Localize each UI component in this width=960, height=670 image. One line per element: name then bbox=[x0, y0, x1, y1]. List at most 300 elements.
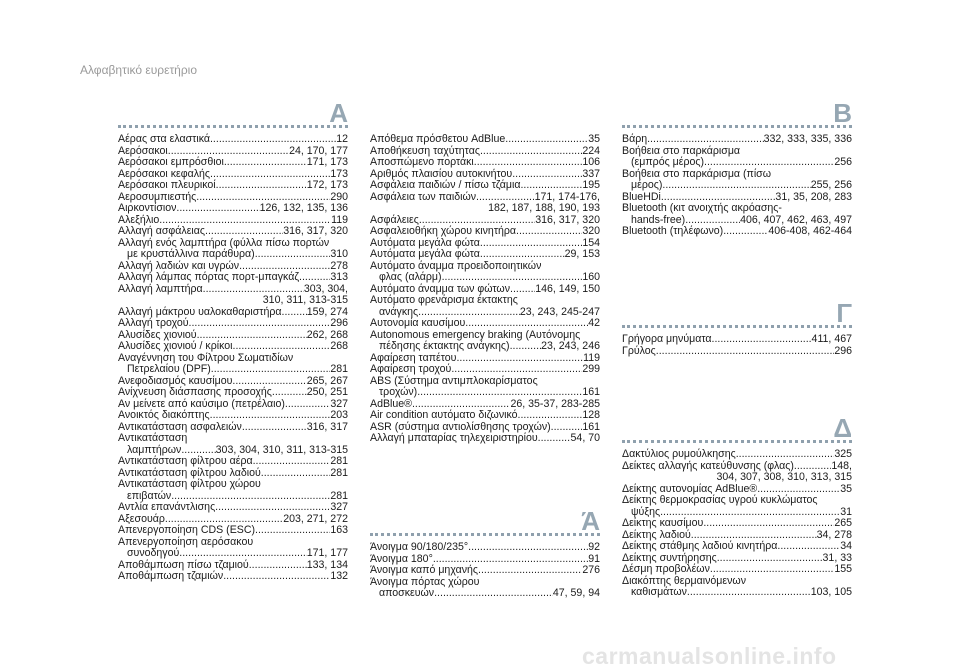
entry-pages: 281 bbox=[330, 363, 348, 375]
entry-line bbox=[370, 272, 600, 284]
entry-pages: 276 bbox=[582, 564, 600, 576]
section-d-header bbox=[622, 413, 852, 445]
section-g-header bbox=[622, 298, 852, 330]
dot-leader bbox=[647, 134, 764, 146]
entry-line bbox=[118, 134, 348, 146]
dot-leader bbox=[261, 468, 331, 480]
dot-leader bbox=[538, 433, 571, 445]
index-entry bbox=[118, 433, 348, 456]
index-entry bbox=[622, 146, 852, 169]
index-entry bbox=[118, 226, 348, 238]
entry-term: Απόθεμα πρόσθετου AdBlue bbox=[370, 133, 506, 145]
dotted-divider bbox=[622, 125, 852, 128]
index-entry bbox=[118, 353, 348, 376]
section-b-header bbox=[622, 98, 852, 130]
entry-term: Απενεργοποίηση CDS (ESC) bbox=[118, 524, 255, 536]
entry-pages: 299 bbox=[582, 363, 600, 375]
index-entry bbox=[622, 203, 852, 226]
entry-line bbox=[118, 249, 348, 261]
dot-leader bbox=[468, 542, 588, 554]
index-entry bbox=[370, 565, 600, 577]
entry-term: Ανίχνευση διάσπασης προσοχής bbox=[118, 386, 272, 398]
dot-leader bbox=[285, 399, 330, 411]
entry-pages: 31, 33 bbox=[822, 551, 852, 564]
section-letter: Ά bbox=[581, 506, 600, 536]
entry-pages: 161 bbox=[582, 386, 600, 398]
entry-line bbox=[118, 157, 348, 169]
entry-term: Πετρελαίου (DPF) bbox=[127, 363, 211, 375]
entry-pages: 119 bbox=[583, 351, 600, 364]
section-g bbox=[622, 298, 852, 357]
index-entry bbox=[370, 410, 600, 422]
entry-pages: 332, 333, 335, 336 bbox=[763, 133, 852, 145]
entry-term: Άνοιγμα καπό μηχανής bbox=[370, 564, 479, 576]
dot-leader bbox=[512, 169, 582, 181]
entry-pages: 310 bbox=[330, 248, 348, 260]
entry-term: αποσκευών bbox=[379, 587, 435, 599]
dot-leader bbox=[480, 146, 582, 158]
entry-pages: 406-408, 462-464 bbox=[768, 225, 852, 237]
entry-term: Bluetooth (τηλέφωνο) bbox=[622, 225, 724, 237]
index-entry bbox=[370, 295, 600, 318]
entry-pages: 171, 174-176, bbox=[534, 190, 600, 203]
dot-leader bbox=[249, 560, 307, 572]
entry-pages: 296 bbox=[834, 344, 852, 357]
entry-pages: 265, 267 bbox=[306, 374, 348, 387]
index-entry bbox=[370, 433, 600, 445]
entry-term: Δείκτης θερμοκρασίας υγρού κυκλώματος bbox=[622, 494, 818, 506]
entry-line bbox=[118, 341, 348, 353]
dot-leader bbox=[520, 180, 582, 192]
dot-leader bbox=[255, 249, 331, 261]
entry-pages: 203, 271, 272 bbox=[283, 512, 348, 525]
section-a bbox=[118, 98, 348, 583]
entry-pages: 313 bbox=[330, 271, 348, 283]
index-entry bbox=[622, 518, 852, 530]
entry-line bbox=[118, 272, 348, 284]
entry-term: Αλλαγή μάκτρου υαλοκαθαριστήρα bbox=[118, 305, 282, 318]
entry-term: Αερόσακοι εμπρόσθιοι bbox=[118, 156, 224, 168]
index-entry bbox=[370, 376, 600, 399]
entry-pages: 278 bbox=[330, 259, 348, 272]
entry-pages: 203 bbox=[330, 409, 348, 421]
entry-line bbox=[622, 541, 852, 553]
index-entry bbox=[622, 226, 852, 238]
section-a-continued-header bbox=[370, 104, 600, 130]
entry-term: Αναγέννηση του Φίλτρου Σωματιδίων bbox=[118, 351, 294, 364]
dot-leader bbox=[656, 346, 835, 358]
index-entry bbox=[370, 249, 600, 261]
entry-pages: 23, 243, 245-247 bbox=[519, 305, 600, 318]
entry-term: Αέρας στα ελαστικά bbox=[118, 133, 210, 145]
entry-line bbox=[622, 564, 852, 576]
dot-leader bbox=[224, 157, 307, 169]
dot-leader bbox=[442, 272, 583, 284]
entry-pages: 31 bbox=[840, 505, 852, 518]
entry-pages: 128 bbox=[582, 409, 600, 421]
entry-line bbox=[370, 387, 600, 399]
entry-list bbox=[370, 538, 600, 600]
entry-term: Ασφάλεια παιδιών / πίσω τζάμια bbox=[370, 179, 521, 191]
entry-term: μέρος) bbox=[631, 179, 663, 191]
entry-term: ψύξης bbox=[631, 505, 661, 518]
dot-leader bbox=[687, 587, 811, 599]
entry-pages: 29, 153 bbox=[564, 248, 600, 260]
entry-term: Ασφάλεια των παιδιών bbox=[370, 190, 477, 203]
entry-term: Αν μείνετε από καύσιμο (πετρέλαιο) bbox=[118, 397, 285, 410]
entry-term: Δείκτης αυτονομίας AdBlue® bbox=[622, 482, 758, 495]
entry-pages: 31, 35, 208, 283 bbox=[775, 190, 852, 203]
entry-term: με κρυστάλλινα παράθυρα) bbox=[127, 248, 255, 260]
index-entry bbox=[118, 525, 348, 537]
entry-term: hands-free) bbox=[631, 213, 686, 226]
entry-term: Αλλαγή λαδιών και υγρών bbox=[118, 259, 240, 272]
entry-line bbox=[370, 226, 600, 238]
index-entry bbox=[118, 571, 348, 583]
entry-line bbox=[118, 502, 348, 514]
entry-pages: 155 bbox=[834, 563, 852, 575]
entry-pages: 255, 256 bbox=[810, 179, 852, 191]
entry-line bbox=[622, 180, 852, 192]
index-entry bbox=[118, 318, 348, 330]
entry-pages: 34 bbox=[840, 540, 852, 552]
entry-term: Άνοιγμα 180° bbox=[370, 552, 433, 565]
entry-term: Bluetooth (κιτ ανοιχτής ακρόασης- bbox=[622, 202, 782, 214]
index-entry bbox=[370, 318, 600, 330]
section-a-accent bbox=[370, 506, 600, 600]
entry-term: Αλλαγή τροχού bbox=[118, 317, 189, 329]
entry-pages: 171, 173 bbox=[306, 156, 348, 168]
entry-pages: 182, 187, 188, 190, 193 bbox=[488, 202, 600, 214]
entry-pages: 35 bbox=[588, 133, 600, 145]
index-entry bbox=[118, 479, 348, 502]
entry-term: Αλλαγή μπαταρίας τηλεχειριστηρίου bbox=[370, 432, 538, 444]
entry-pages: 316, 317, 320 bbox=[535, 213, 600, 226]
dot-leader bbox=[777, 541, 840, 553]
dot-leader bbox=[510, 341, 542, 353]
index-entry bbox=[622, 541, 852, 553]
entry-pages: 34, 278 bbox=[816, 528, 852, 541]
entry-line bbox=[622, 157, 852, 169]
entry-term: Βοήθεια στο παρκάρισμα bbox=[622, 144, 741, 157]
index-entry bbox=[370, 577, 600, 600]
entry-line bbox=[622, 495, 852, 507]
entry-term: Γρήγορα μηνύματα bbox=[622, 333, 712, 345]
entry-pages: 320 bbox=[582, 225, 600, 237]
dot-leader bbox=[434, 588, 553, 600]
entry-line bbox=[118, 433, 348, 445]
index-entry bbox=[622, 564, 852, 576]
entry-line bbox=[370, 318, 600, 330]
entry-pages: 161 bbox=[582, 420, 600, 433]
entry-pages: 224 bbox=[582, 144, 600, 157]
index-entry bbox=[118, 134, 348, 146]
dot-leader bbox=[736, 449, 835, 461]
entry-line bbox=[118, 180, 348, 192]
entry-term: Αποσπώμενο πορτάκι bbox=[370, 156, 474, 168]
dot-leader bbox=[518, 410, 583, 422]
entry-line bbox=[622, 449, 852, 461]
entry-line bbox=[118, 387, 348, 399]
entry-term: Αλλαγή ενός λαμπτήρα (φύλλα πίσω πορτών bbox=[118, 236, 330, 249]
entry-term: Αντικατάσταση bbox=[118, 432, 188, 444]
dot-leader bbox=[465, 318, 588, 330]
entry-pages: 148, bbox=[831, 459, 852, 472]
entry-pages: 316, 317, 320 bbox=[283, 225, 348, 237]
entry-term: Ασφάλειες bbox=[370, 213, 419, 226]
index-entry bbox=[622, 461, 852, 484]
entry-pages: 296 bbox=[330, 317, 348, 329]
section-a-accent-header bbox=[370, 506, 600, 538]
entry-term: Αυτονομία καυσίμου bbox=[370, 317, 466, 329]
entry-term: Αλλαγή ασφάλειας bbox=[118, 225, 206, 237]
dot-leader bbox=[712, 334, 812, 346]
dot-leader bbox=[505, 134, 588, 146]
entry-pages: 304, 307, 308, 310, 313, 315 bbox=[716, 471, 852, 483]
entry-line bbox=[622, 134, 852, 146]
entry-term: Δείκτης λαδιού bbox=[622, 528, 691, 541]
entry-pages: 195 bbox=[582, 179, 600, 191]
entry-pages: 411, 467 bbox=[811, 333, 852, 345]
entry-pages: 126, 132, 135, 136 bbox=[259, 202, 348, 214]
dot-leader bbox=[223, 571, 330, 583]
entry-line bbox=[370, 433, 600, 445]
entry-pages: 303, 304, 310, 311, 313-315 bbox=[215, 443, 348, 456]
dot-leader bbox=[242, 422, 307, 434]
entry-term: Αντικατάσταση φίλτρου αέρα bbox=[118, 455, 253, 467]
entry-line bbox=[370, 364, 600, 376]
entry-pages: 119 bbox=[331, 213, 348, 226]
dot-leader bbox=[704, 157, 834, 169]
index-entry bbox=[622, 495, 852, 518]
entry-pages: 172, 173 bbox=[306, 179, 348, 191]
entry-term: Ανοικτός διακόπτης bbox=[118, 409, 210, 421]
entry-term: Γρύλος bbox=[622, 344, 656, 357]
entry-pages: 281 bbox=[330, 455, 348, 467]
entry-term: Δείκτης συντήρησης bbox=[622, 551, 717, 564]
entry-term: Αεροσυμπιεστής bbox=[118, 190, 197, 203]
entry-line bbox=[622, 226, 852, 238]
entry-term: πέδησης έκτακτης ανάγκης) bbox=[379, 340, 510, 352]
entry-pages: 303, 304, bbox=[303, 282, 348, 295]
entry-term: Αλλαγή λαμπτήρα bbox=[118, 282, 203, 295]
index-entry bbox=[370, 134, 600, 146]
entry-term: Αερόσακοι πλευρικοί bbox=[118, 179, 216, 191]
index-entry bbox=[370, 542, 600, 554]
entry-pages: 173 bbox=[330, 167, 348, 180]
dotted-divider bbox=[622, 325, 852, 328]
entry-list bbox=[370, 130, 600, 445]
entry-pages: 250, 251 bbox=[306, 386, 348, 398]
entry-term: τροχών) bbox=[379, 386, 418, 398]
section-a-header bbox=[118, 98, 348, 130]
page-title: Αλφαβητικό ευρετήριο bbox=[80, 63, 198, 77]
index-entry bbox=[118, 410, 348, 422]
entry-term: Air condition αυτόματο διζωνικό bbox=[370, 409, 518, 421]
entry-term: Δείκτης καυσίμου bbox=[622, 517, 704, 529]
section-letter: B bbox=[833, 98, 852, 128]
dot-leader bbox=[717, 553, 823, 565]
dot-leader bbox=[210, 134, 336, 146]
entry-term: Autonomous emergency braking (Αυτόνομης bbox=[370, 328, 581, 341]
entry-term: Αριθμός πλαισίου αυτοκινήτου bbox=[370, 167, 513, 180]
entry-line bbox=[118, 479, 348, 491]
entry-term: Αερόσακοι κεφαλής bbox=[118, 167, 211, 180]
entry-term: Αντικατάσταση φίλτρου χώρου bbox=[118, 478, 261, 490]
entry-term: επιβατών bbox=[127, 489, 172, 502]
entry-pages: 154 bbox=[582, 236, 600, 249]
entry-term: Άνοιγμα 90/180/235° bbox=[370, 541, 469, 553]
entry-line bbox=[118, 410, 348, 422]
entry-pages: 160 bbox=[582, 271, 600, 283]
entry-line bbox=[118, 364, 348, 376]
index-entry bbox=[370, 226, 600, 238]
entry-term: Ασφαλειοθήκη χώρου κινητήρα bbox=[370, 225, 517, 237]
entry-line bbox=[370, 203, 600, 215]
entry-line bbox=[118, 571, 348, 583]
index-entry bbox=[370, 157, 600, 169]
entry-pages: 12 bbox=[336, 133, 348, 145]
entry-term: Αντικατάσταση φίλτρου λαδιού bbox=[118, 466, 261, 479]
entry-line bbox=[622, 472, 852, 484]
entry-line bbox=[118, 525, 348, 537]
index-entry bbox=[370, 261, 600, 284]
entry-line bbox=[370, 180, 600, 192]
entry-pages: 265 bbox=[834, 517, 852, 529]
entry-term: Αυτόματα μεγάλα φώτα bbox=[370, 236, 480, 249]
entry-pages: 91 bbox=[588, 552, 600, 565]
dot-leader bbox=[211, 364, 331, 376]
entry-term: Διακόπτης θερμαινόμενων bbox=[622, 574, 747, 587]
entry-line bbox=[622, 518, 852, 530]
entry-term: φλας (αλάρμ) bbox=[379, 271, 442, 283]
dot-leader bbox=[474, 157, 583, 169]
entry-pages: 92 bbox=[588, 541, 600, 553]
index-entry bbox=[118, 387, 348, 399]
entry-pages: 159, 274 bbox=[306, 305, 348, 318]
entry-term: Αποθάμπωση πίσω τζαμιού bbox=[118, 558, 249, 571]
entry-pages: 24, 170, 177 bbox=[289, 144, 348, 157]
entry-pages: 106 bbox=[582, 156, 600, 168]
entry-pages: 132 bbox=[330, 570, 348, 582]
index-entry bbox=[622, 134, 852, 146]
entry-term: ABS (Σύστημα αντιμπλοκαρίσματος bbox=[370, 374, 538, 387]
entry-list bbox=[622, 445, 852, 599]
index-entry bbox=[118, 502, 348, 514]
dot-leader bbox=[216, 180, 307, 192]
dot-leader bbox=[233, 341, 331, 353]
entry-line bbox=[370, 157, 600, 169]
dotted-divider bbox=[622, 440, 852, 443]
section-a-continued bbox=[370, 104, 600, 445]
entry-line bbox=[370, 410, 600, 422]
entry-term: Βοήθεια στο παρκάρισμα (πίσω bbox=[622, 167, 771, 180]
dot-leader bbox=[299, 272, 330, 284]
dot-leader bbox=[282, 307, 307, 319]
entry-line bbox=[370, 588, 600, 600]
dot-leader bbox=[662, 180, 810, 192]
entry-term: Απενεργοποίηση αερόσακου bbox=[118, 535, 254, 548]
entry-line bbox=[118, 456, 348, 468]
entry-term: Αλυσίδες χιονιού bbox=[118, 328, 197, 341]
entry-pages: 163 bbox=[330, 524, 348, 536]
entry-pages: 325 bbox=[834, 448, 852, 460]
index-entry bbox=[370, 330, 600, 353]
index-entry bbox=[622, 449, 852, 461]
entry-line bbox=[622, 587, 852, 599]
entry-term: Αυτόματο άναμμα των φώτων bbox=[370, 282, 510, 295]
index-entry bbox=[118, 272, 348, 284]
entry-pages: 256 bbox=[834, 156, 852, 168]
entry-term: Αντλία επανάντλισης bbox=[118, 501, 216, 513]
dot-leader bbox=[255, 525, 330, 537]
entry-pages: 171, 177 bbox=[306, 547, 348, 559]
entry-pages: 406, 407, 462, 463, 497 bbox=[740, 213, 852, 226]
section-letter: Δ bbox=[833, 413, 852, 443]
entry-line bbox=[118, 226, 348, 238]
entry-term: Αντικατάσταση ασφαλειών bbox=[118, 420, 242, 433]
entry-pages: 262, 268 bbox=[306, 328, 348, 341]
index-entry bbox=[118, 238, 348, 261]
index-entry bbox=[118, 456, 348, 468]
dot-leader bbox=[478, 565, 582, 577]
entry-line bbox=[622, 346, 852, 358]
entry-term: Αποθήκευση ταχύτητας bbox=[370, 144, 480, 157]
entry-pages: 103, 105 bbox=[810, 586, 852, 598]
index-entry bbox=[118, 537, 348, 560]
dot-leader bbox=[516, 226, 582, 238]
entry-pages: 54, 70 bbox=[570, 432, 600, 444]
entry-pages: 310, 311, 313-315 bbox=[262, 294, 348, 306]
entry-term: AdBlue® bbox=[370, 397, 412, 410]
entry-line bbox=[622, 334, 852, 346]
entry-line bbox=[370, 249, 600, 261]
entry-term: Αυτόματα μεγάλα φώτα bbox=[370, 248, 480, 260]
dot-leader bbox=[451, 364, 582, 376]
entry-term: Αιρκοντίσιον bbox=[118, 202, 177, 214]
entry-term: Ανεφοδιασμός καυσίμου bbox=[118, 374, 233, 387]
entry-pages: 35 bbox=[840, 482, 852, 495]
entry-term: συνοδηγού bbox=[127, 547, 180, 559]
entry-line bbox=[370, 295, 600, 307]
dot-leader bbox=[272, 387, 307, 399]
entry-term: Αξεσουάρ bbox=[118, 512, 165, 525]
dot-leader bbox=[480, 249, 565, 261]
dot-leader bbox=[179, 548, 306, 560]
entry-list bbox=[622, 130, 852, 238]
entry-pages: 268 bbox=[330, 340, 348, 352]
index-entry bbox=[622, 576, 852, 599]
entry-line bbox=[370, 565, 600, 577]
dot-leader bbox=[176, 203, 259, 215]
section-d bbox=[622, 413, 852, 599]
entry-line bbox=[370, 134, 600, 146]
dot-leader bbox=[253, 456, 331, 468]
entry-pages: 316, 317 bbox=[306, 420, 348, 433]
entry-pages: 281 bbox=[330, 466, 348, 479]
entry-term: ανάγκης bbox=[379, 305, 419, 318]
entry-line bbox=[622, 203, 852, 215]
index-entry bbox=[622, 169, 852, 192]
entry-list bbox=[118, 130, 348, 583]
entry-term: Αφαίρεση ταπέτου bbox=[370, 351, 457, 364]
dot-leader bbox=[723, 226, 768, 238]
entry-term: λαμπτήρων bbox=[127, 443, 182, 456]
dot-leader bbox=[189, 318, 331, 330]
entry-line bbox=[370, 341, 600, 353]
entry-term: Αποθάμπωση τζαμιών bbox=[118, 570, 224, 582]
entry-term: (εμπρός μέρος) bbox=[631, 156, 705, 168]
